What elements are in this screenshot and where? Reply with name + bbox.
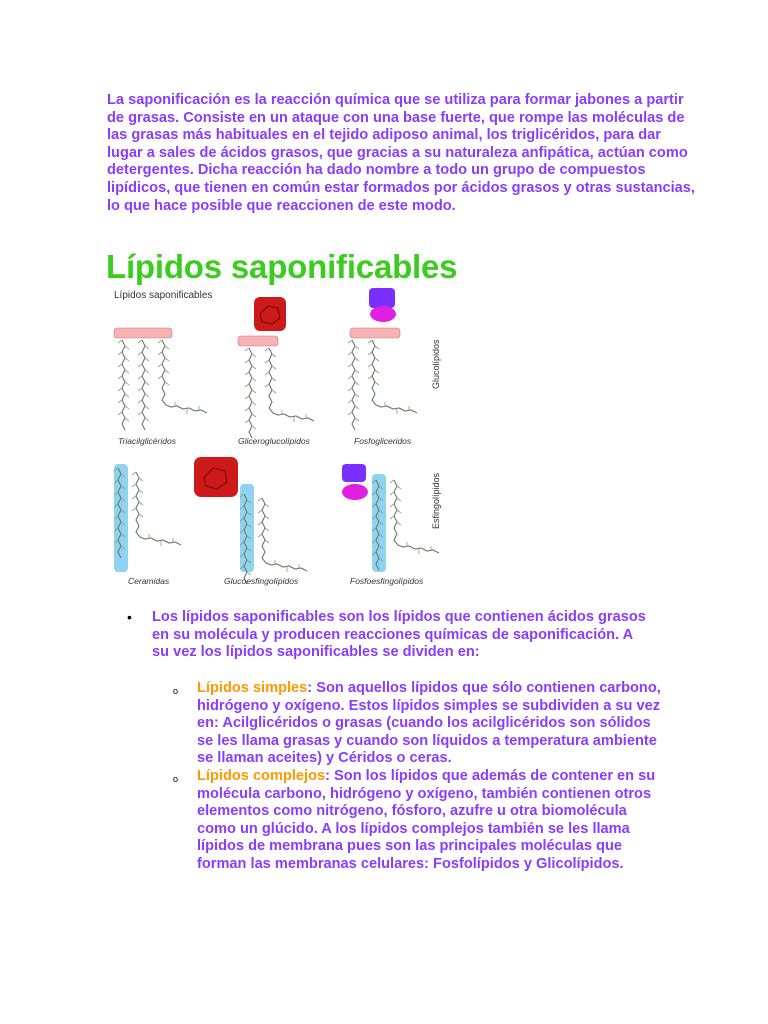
label-glucoesfingolipidos: Glucoesfingolípidos <box>224 576 299 586</box>
label-triacilgliceridos: Triacilglicéridos <box>118 436 176 446</box>
term-lipidos-simples: Lípidos simples <box>197 680 308 696</box>
glyceroglycolipid-structure <box>238 297 314 438</box>
figure-title: Lípidos saponificables <box>114 290 213 301</box>
label-gliceroglucolipidos: Gliceroglucolípidos <box>238 436 310 446</box>
sub-marker: o <box>173 773 179 784</box>
intro-paragraph: La saponificación es la reacción química que se utiliza para formar jabones a partir de grasas. Consiste en un ataque con una base fuerte, que rompe las moléculas de las grasas más habituales en el tejido adiposo animal, los triglicéridos, para dar lugar a sales de ácidos grasos, que gracias a su naturaleza anfipática, actúan como detergentes. Dicha reacción ha dado nombre a todo un grupo de compuestos lipídicos, que tienen en común estar formados por ácidos grasos y otras sustancias, lo que hace posible que reaccionen de este modo. <box>107 92 695 214</box>
term-lipidos-complejos: Lípidos complejos <box>197 767 326 784</box>
phosphoglyceride-structure <box>348 288 417 430</box>
section-heading: Lípidos saponificables <box>106 248 458 285</box>
bullet-text: Los lípidos saponificables son los lípidos que contienen ácidos grasos en su molécula y producen reacciones químicas de saponificación. A su vez los lípidos saponificables se dividen en: <box>152 609 646 661</box>
phosphosphingolipid-structure <box>342 464 439 572</box>
list-item <box>171 768 661 874</box>
sub-marker: o <box>173 686 179 696</box>
saponifiable-lipids-diagram <box>104 284 454 589</box>
sub-item-text: : Son aquellos lípidos que sólo contienen carbono, hidrógeno y oxígeno. Estos lípidos simples se subdividen a su vez en: Acilglicéridos o grasas (cuando los acilglicéridos son sólidos se les llama grasas y cuando son líquidos a temperatura ambiente se llaman aceites) y Céridos o ceras. <box>197 680 661 767</box>
bullet-list <box>127 609 647 662</box>
label-fosfogliceridos: Fosfogliceridos <box>354 436 412 446</box>
side-label-glucolipidos: Glucolípidos <box>431 339 441 389</box>
ceramide-structure <box>114 464 181 572</box>
sub-item-text: : Son los lípidos que además de contener en su molécula carbono, hidrógeno y oxígeno, también contienen otros elementos como nitrógeno, fósforo, azufre u otra biomolécula como un glúcido. A los lípidos complejos también se les llama lípidos de membrana pues son las principales moléculas que forman las membranas celulares: Fosfolípidos y Glicolípidos. <box>197 767 656 872</box>
list-item <box>171 680 661 768</box>
label-fosfoesfingolipidos: Fosfoesfingolípidos <box>350 576 424 586</box>
sub-list <box>171 680 661 874</box>
side-label-esfingolipidos: Esfingolípidos <box>431 472 441 529</box>
list-item <box>127 609 647 662</box>
glycosphingolipid-structure <box>194 457 307 584</box>
bullet-marker: • <box>127 609 132 625</box>
triacylglyceride-structure <box>114 328 207 430</box>
label-ceramidas: Ceramidas <box>128 576 170 586</box>
